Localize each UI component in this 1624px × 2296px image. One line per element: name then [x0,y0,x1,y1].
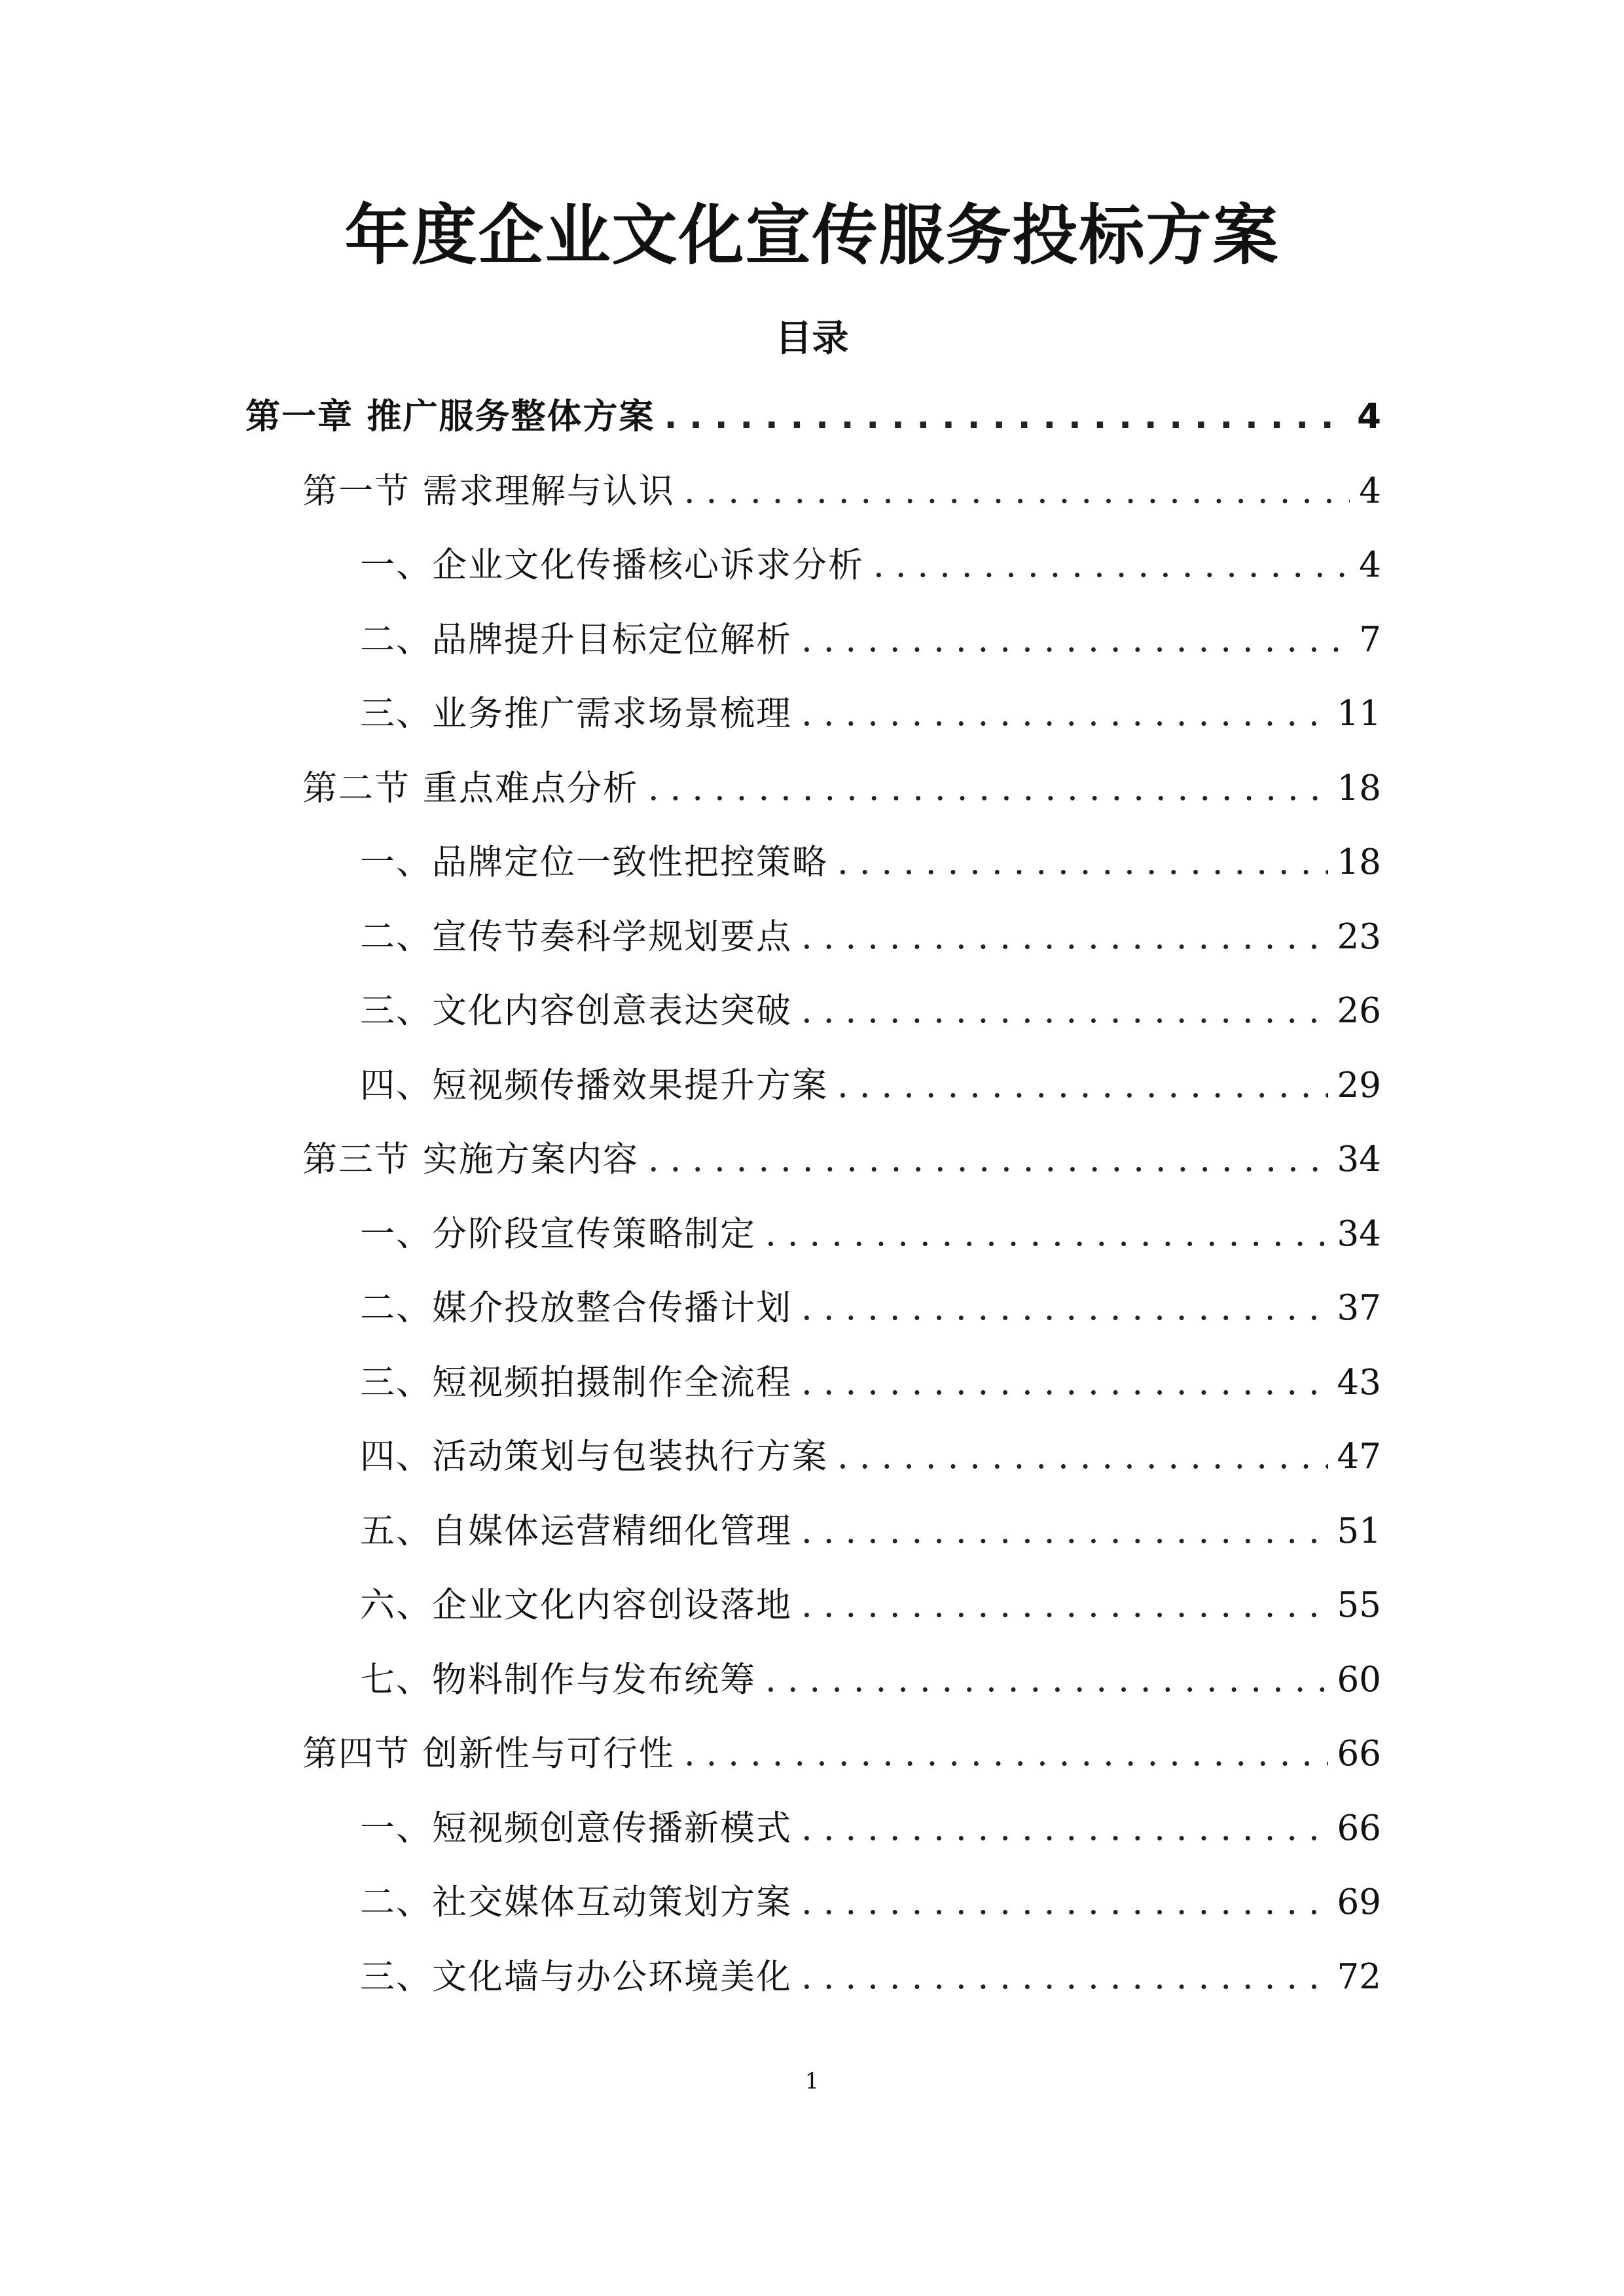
toc-dot-leader [765,1197,1328,1272]
toc-entry-page: 66 [1337,1808,1381,1848]
toc-dot-leader [873,528,1350,603]
toc-entry[interactable] [245,1717,1381,1791]
toc-dot-leader [648,751,1328,826]
toc-entry-label: 一、品牌定位一致性把控策略 [360,842,828,882]
toc-entry-label: 三、短视频拍摄制作全流程 [360,1362,792,1403]
toc-entry-label: 第四节 创新性与可行性 [302,1734,675,1774]
toc-entry-label: 二、媒介投放整合传播计划 [360,1288,792,1328]
toc-dot-leader [765,1643,1328,1717]
toc-entry[interactable] [245,1049,1381,1123]
toc-entry-page: 47 [1337,1437,1381,1477]
toc-entry[interactable] [245,1643,1381,1717]
toc-entry-page: 18 [1337,768,1381,808]
toc-dot-leader [664,380,1348,454]
toc-dot-leader [801,900,1328,975]
toc-entry-label: 二、品牌提升目标定位解析 [360,619,792,660]
toc-dot-leader [684,454,1350,529]
toc-entry-label: 第一节 需求理解与认识 [302,471,675,511]
toc-entry-label: 五、自媒体运营精细化管理 [360,1511,792,1551]
toc-entry-label: 三、文化墙与办公环境美化 [360,1956,792,1997]
toc-entry[interactable] [245,825,1381,900]
toc-dot-leader [837,825,1328,900]
toc-dot-leader [801,1494,1328,1569]
toc-entry[interactable] [245,1420,1381,1494]
toc-entry-label: 四、短视频传播效果提升方案 [360,1065,828,1105]
toc-entry-page: 43 [1337,1362,1381,1403]
toc-entry-label: 七、物料制作与发布统筹 [360,1659,756,1700]
toc-entry-label: 三、业务推广需求场景梳理 [360,694,792,734]
page-number: 1 [804,2068,820,2094]
toc-entry-label: 一、企业文化传播核心诉求分析 [360,545,864,585]
toc-entry-page: 18 [1337,842,1381,882]
toc-entry-label: 一、分阶段宣传策略制定 [360,1213,756,1254]
toc-dot-leader [801,1346,1328,1420]
toc-entry-page: 23 [1337,916,1381,957]
toc-entry-page: 69 [1337,1882,1381,1922]
toc-dot-leader [801,603,1350,677]
toc-dot-leader [648,1122,1328,1197]
toc-dot-leader [837,1420,1328,1494]
toc-entry[interactable] [245,1197,1381,1272]
toc-entry[interactable] [245,1568,1381,1643]
toc-entry[interactable] [245,454,1381,529]
toc-entry-page: 60 [1337,1659,1381,1700]
toc-entry-page: 7 [1359,619,1381,660]
toc-entry[interactable] [245,380,1381,454]
toc-entry-page: 66 [1337,1734,1381,1774]
toc-dot-leader [801,1568,1328,1643]
toc-entry[interactable] [245,677,1381,751]
toc-entry[interactable] [245,1791,1381,1866]
toc-entry-page: 34 [1337,1213,1381,1254]
toc-entry[interactable] [245,528,1381,603]
toc-entry[interactable] [245,1940,1381,2015]
toc-entry-page: 29 [1337,1065,1381,1105]
toc-dot-leader [801,677,1328,751]
toc-heading: 目录 [775,317,849,360]
toc-entry-label: 六、企业文化内容创设落地 [360,1585,792,1625]
toc-entry-page: 51 [1337,1511,1381,1551]
toc-entry-label: 三、文化内容创意表达突破 [360,991,792,1031]
toc-entry-page: 11 [1337,694,1381,734]
toc-entry-label: 二、宣传节奏科学规划要点 [360,916,792,957]
toc-dot-leader [801,1865,1328,1940]
toc-entry-page: 4 [1359,471,1381,511]
toc-entry-page: 4 [1359,545,1381,585]
toc-entry[interactable] [245,751,1381,826]
toc-entry-page: 55 [1337,1585,1381,1625]
toc-entry[interactable] [245,900,1381,975]
toc-entry-page: 72 [1337,1956,1381,1997]
toc-entry-label: 第三节 实施方案内容 [302,1139,639,1179]
toc-dot-leader [801,1940,1328,2015]
toc-dot-leader [684,1717,1328,1791]
toc-entry[interactable] [245,974,1381,1049]
toc-dot-leader [801,974,1328,1049]
toc-entry-label: 第二节 重点难点分析 [302,768,639,808]
toc-entry-label: 一、短视频创意传播新模式 [360,1808,792,1848]
toc-dot-leader [837,1049,1328,1123]
toc-entry-page: 26 [1337,991,1381,1031]
toc-entry[interactable] [245,1271,1381,1346]
toc-entry-page: 37 [1337,1288,1381,1328]
table-of-contents [245,380,1381,2014]
toc-entry[interactable] [245,1865,1381,1940]
toc-entry[interactable] [245,603,1381,677]
toc-entry[interactable] [245,1346,1381,1420]
toc-dot-leader [801,1271,1328,1346]
toc-entry-page: 34 [1337,1139,1381,1179]
toc-entry-label: 二、社交媒体互动策划方案 [360,1882,792,1922]
toc-entry[interactable] [245,1494,1381,1569]
document-title: 年度企业文化宣传服务投标方案 [344,197,1280,274]
toc-entry[interactable] [245,1122,1381,1197]
toc-entry-label: 第一章 推广服务整体方案 [245,397,655,437]
toc-dot-leader [801,1791,1328,1866]
toc-entry-page: 4 [1357,397,1381,437]
toc-entry-label: 四、活动策划与包装执行方案 [360,1437,828,1477]
